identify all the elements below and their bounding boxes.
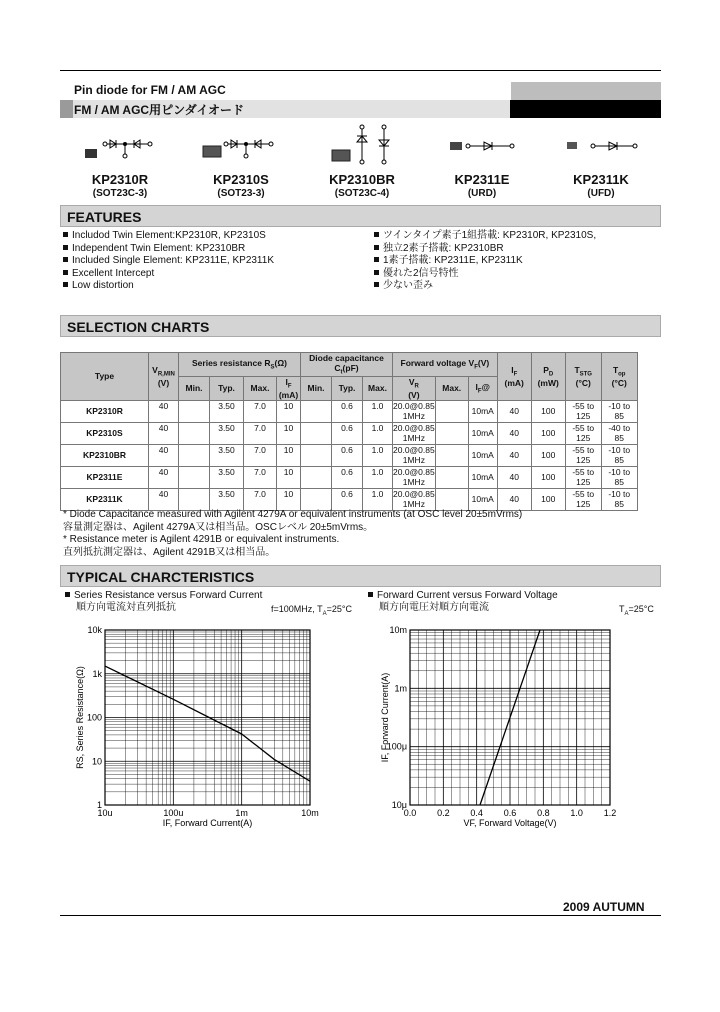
th-type: Type [61,353,149,401]
th-series-resistance: Series resistance $R_S(\Omega)$ [179,353,301,377]
y-tick-label: 10m [389,625,407,635]
note-line: 容量測定器は、Agilent 4279A又は相当品。OSCレベル 20±5mVrms。 [63,521,374,533]
th-vr: $V_{R,MIN}$ (V) [149,353,179,401]
cell-fv-max [435,422,468,444]
title-ja: FM / AM AGC用ピンダイオード [74,103,245,117]
list-item: Included Single Element: KP2311E, KP2311K [63,255,274,268]
note-line: * Resistance meter is Agilent 4291B or equivalent instruments. [63,534,340,545]
package-name: KP2310S [213,172,269,187]
cell-fv-if: 10mA [468,466,497,488]
cell-rs-typ: 3.50 [210,400,244,422]
cell-rs-min [179,466,210,488]
cell-tstg: -55 to 125 [565,422,601,444]
cell-rs-max: 7.0 [244,488,277,510]
cell-if: 40 [497,422,531,444]
cell-tstg: -55 to 125 [565,488,601,510]
features-ja-list [374,230,596,293]
cell-fv-max [435,488,468,510]
cell-rs-max: 7.0 [244,444,277,466]
ufd-package-icon [541,122,661,170]
cell-vr: 40 [149,466,179,488]
package-type: (URD) [467,188,497,199]
cell-c-typ: 0.6 [332,422,363,444]
left-title-en: Series Resistance versus Forward Current [74,590,263,601]
x-tick-label: 1m [235,808,248,818]
cell-c-min [301,400,332,422]
table-row [61,444,638,466]
cell-type: KP2310R [61,400,149,422]
th-fv-vr: $V_R$ (V) [393,376,436,400]
cell-fv-if: 10mA [468,400,497,422]
cell-vr: 40 [149,422,179,444]
y-axis-label: RS, Series Resistance(Ω) [75,666,85,769]
cell-fv-if: 10mA [468,488,497,510]
cell-rs-if: 10 [277,422,301,444]
cell-type: KP2311E [61,466,149,488]
cell-rs-max: 7.0 [244,400,277,422]
table-row [61,466,638,488]
cell-rs-typ: 3.50 [210,488,244,510]
cell-fv-vr: 20.0@0.85 1MHz [393,467,435,488]
th-rs-typ: Typ. [210,376,244,400]
x-tick-label: 10u [97,808,113,818]
package-type: (UFD) [587,188,615,199]
cell-c-max: 1.0 [363,400,393,422]
cell-fv-if: 10mA [468,444,497,466]
th-rs-min: Min. [179,376,210,400]
th-if: $I_F$ (mA) [497,353,531,401]
cell-vr: 40 [149,444,179,466]
cell-rs-if: 10 [277,400,301,422]
cell-fv-vr: 20.0@0.85 1MHz [393,401,435,422]
package-kp2311k [541,122,661,199]
th-pd: $P_D$ (mW) [531,353,565,401]
list-item: 少ない歪み [374,280,596,293]
y-tick-label: 1 [96,800,102,810]
cell-pd: 100 [531,488,565,510]
y-tick-label: 1m [394,683,407,694]
package-name: KP2310R [91,172,149,187]
list-item: Includod Twin Element:KP2310R, KP2310S [63,230,274,243]
y-axis-label: IF, Forward Current(A) [380,672,390,763]
cell-top: -10 to 85 [601,488,637,510]
cell-fv-if: 10mA [468,422,497,444]
cell-c-typ: 0.6 [332,444,363,466]
cell-c-min [301,444,332,466]
package-type: (SOT23C-3) [92,188,148,199]
cell-c-typ: 0.6 [332,400,363,422]
cell-c-min [301,422,332,444]
th-c-max: Max. [363,376,393,400]
title-block [60,82,661,118]
cell-c-min [301,488,332,510]
cell-rs-if: 10 [277,466,301,488]
package-name: KP2311E [454,172,510,187]
cell-vr: 40 [149,488,179,510]
th-fv-max: Max. [435,376,468,400]
th-top: $T_{op}$ (°C) [601,353,637,401]
x-tick-label: 0.0 [403,808,417,818]
urd-package-icon [422,122,542,170]
list-item: ツインタイプ素子1組搭載: KP2310R, KP2310S, [374,230,596,243]
right-title-ja: 順方向電圧対順方向電流 [379,602,489,613]
list-item: 独立2素子搭載: KP2310BR [374,243,596,256]
th-rs-if: $I_F$ (mA) [277,376,301,400]
cell-tstg: -55 to 125 [565,466,601,488]
y-tick-label: 10 [91,756,102,767]
x-tick-label: 0.6 [503,808,517,818]
series-resistance-chart [60,618,340,840]
cell-fv-max [435,400,468,422]
features-heading: FEATURES [67,209,142,225]
forward-current-chart [365,618,645,840]
cell-rs-min [179,400,210,422]
x-tick-label: 0.8 [537,808,550,818]
y-tick-label: 10μ [391,800,407,810]
right-chart-condition: $T_A=25^\circ C$ [619,604,654,617]
note-line: * Diode Capacitance measured with Agilent 4279A or equivalent instruments (at OSC level 20±5mVrms) [63,509,523,520]
cell-c-max: 1.0 [363,422,393,444]
cell-type: KP2310BR [61,444,149,466]
x-tick-label: 0.4 [470,808,483,818]
cell-c-min [301,466,332,488]
typical-header [60,565,661,587]
th-tstg: $T_{STG}$ (°C) [565,353,601,401]
package-type: (SOT23-3) [217,188,265,199]
x-tick-label: 0.2 [437,808,450,818]
selection-notes [63,509,522,559]
bottom-rule [60,915,661,916]
left-chart-condition: f=100MHz, $T_A=25^\circ C$ [271,604,352,617]
x-tick-label: 1.0 [570,808,583,818]
cell-if: 40 [497,400,531,422]
right-chart-title [368,590,558,614]
cell-rs-max: 7.0 [244,466,277,488]
cell-tstg: -55 to 125 [565,400,601,422]
y-tick-label: 10k [87,625,102,635]
title-en: Pin diode for FM / AM AGC [74,83,226,97]
note-line: 直列抵抗測定器は、Agilent 4291B又は相当品。 [63,546,276,558]
package-kp2310s [181,122,301,199]
package-name: KP2310BR [329,172,395,187]
cell-fv-vr: 20.0@0.85 1MHz [393,489,435,510]
package-kp2311e [422,122,542,199]
left-title-ja: 順方向電流対直列抵抗 [76,602,176,613]
cell-top: -40 to 85 [601,422,637,444]
package-name: KP2311K [573,172,629,187]
cell-top: -10 to 85 [601,444,637,466]
selection-heading: SELECTION CHARTS [67,319,210,335]
typical-heading: TYPICAL CHARCTERISTICS [67,569,255,585]
cell-fv-vr: 20.0@0.85 1MHz [393,423,435,444]
cell-fv-max [435,466,468,488]
sot23c4-package-icon [302,122,422,170]
cell-c-max: 1.0 [363,466,393,488]
list-item: 1素子搭載: KP2311E, KP2311K [374,255,596,268]
cell-rs-min [179,444,210,466]
cell-fv-max [435,444,468,466]
cell-if: 40 [497,488,531,510]
package-kp2310br [302,122,422,199]
right-title-en: Forward Current versus Forward Voltage [377,590,558,601]
list-item: Independent Twin Element: KP2310BR [63,243,274,256]
cell-pd: 100 [531,444,565,466]
cell-rs-if: 10 [277,444,301,466]
table-row [61,422,638,444]
cell-pd: 100 [531,400,565,422]
cell-c-typ: 0.6 [332,488,363,510]
list-item: Low distortion [63,280,274,293]
cell-pd: 100 [531,466,565,488]
cell-if: 40 [497,444,531,466]
cell-fv-vr: 20.0@0.85 1MHz [393,445,435,466]
cell-c-typ: 0.6 [332,466,363,488]
list-item: Excellent Intercept [63,268,274,281]
cell-c-max: 1.0 [363,488,393,510]
cell-rs-min [179,422,210,444]
cell-rs-max: 7.0 [244,422,277,444]
x-tick-label: 100u [163,808,184,818]
cell-tstg: -55 to 125 [565,444,601,466]
package-type: (SOT23C-4) [334,188,390,199]
th-c-min: Min. [301,376,332,400]
features-en-list [63,230,274,293]
x-tick-label: 1.2 [603,808,617,818]
features-header [60,205,661,227]
cell-rs-typ: 3.50 [210,444,244,466]
top-rule [60,70,661,71]
cell-rs-min [179,488,210,510]
th-c-typ: Typ. [332,376,363,400]
cell-pd: 100 [531,422,565,444]
y-tick-label: 1k [92,668,102,679]
selection-table [60,352,638,511]
list-item: 優れた2信号特性 [374,268,596,281]
table-row [61,400,638,422]
footer-text: 2009 AUTUMN [563,900,645,914]
cell-rs-typ: 3.50 [210,466,244,488]
selection-header [60,315,661,337]
cell-c-max: 1.0 [363,444,393,466]
x-axis-label: IF, Forward Current(A) [162,818,253,828]
cell-type: KP2311K [61,488,149,510]
package-kp2310r [60,122,180,199]
sot23c3-package-icon [60,122,180,170]
cell-if: 40 [497,466,531,488]
cell-type: KP2310S [61,422,149,444]
cell-top: -10 to 85 [601,466,637,488]
cell-rs-if: 10 [277,488,301,510]
th-forward-voltage: Forward voltage $V_F(V)$ [393,353,498,377]
cell-rs-typ: 3.50 [210,422,244,444]
x-tick-label: 10m [301,808,319,818]
y-tick-label: 100 [86,712,102,723]
th-diode-capacitance: Diode capacitance $C_t(pF)$ [301,353,393,377]
th-rs-max: Max. [244,376,277,400]
sot23-package-icon [181,122,301,170]
y-tick-label: 100μ [386,741,407,752]
cell-vr: 40 [149,400,179,422]
table-row [61,488,638,510]
cell-top: -10 to 85 [601,400,637,422]
x-axis-label: VF, Forward Voltage(V) [463,818,557,828]
th-fv-if: $I_F@$ [468,376,497,400]
left-chart-title [65,590,262,614]
